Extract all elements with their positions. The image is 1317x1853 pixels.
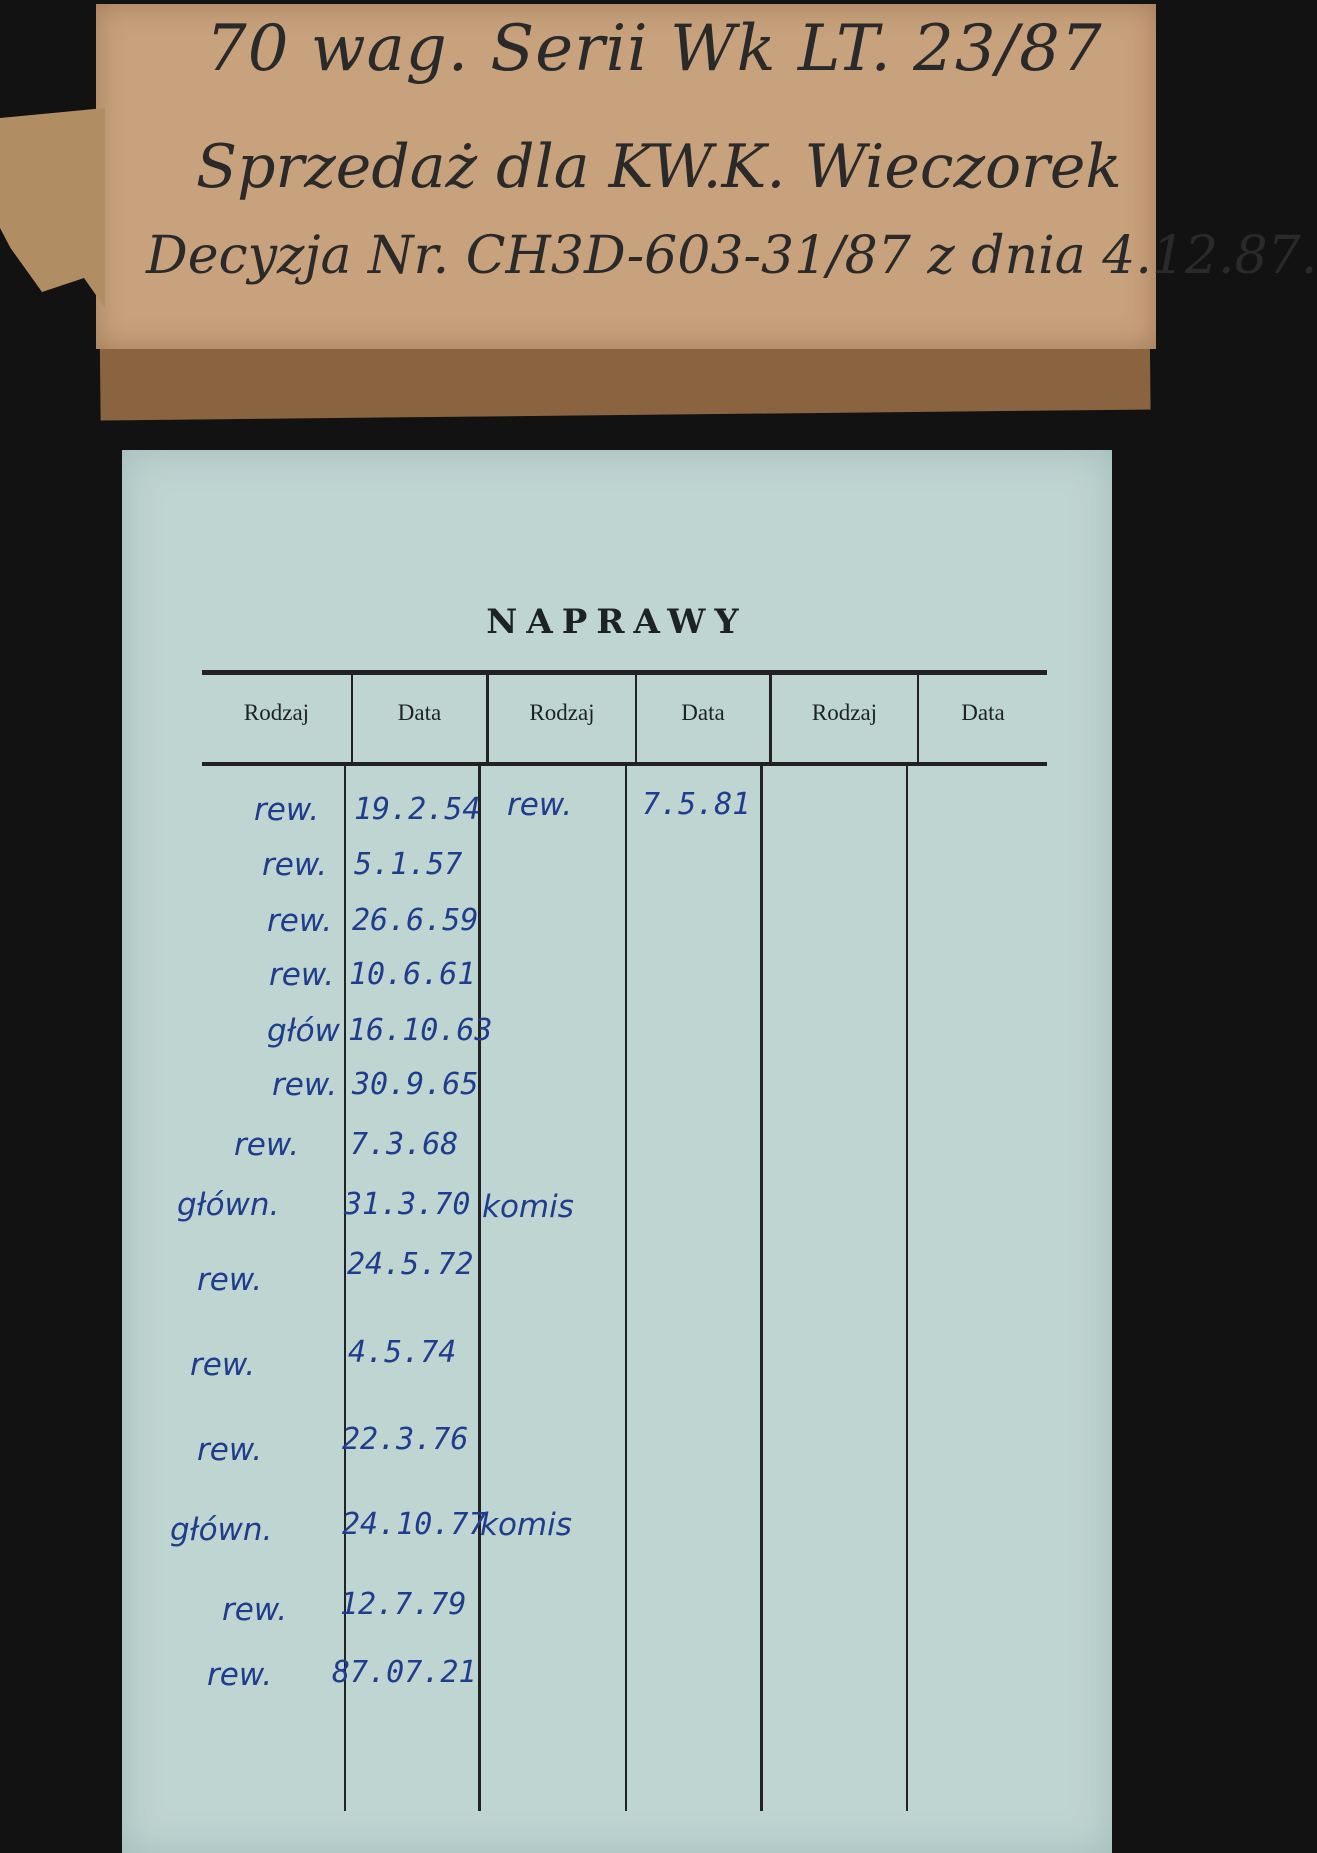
body-divider-4	[760, 766, 763, 1811]
entry-data: 26.6.59	[352, 903, 479, 938]
label-line-1: 70 wag. Serii Wk LT. 23/87	[206, 12, 1103, 86]
body-divider-3	[625, 766, 627, 1811]
body-divider-5	[906, 766, 908, 1811]
card-title: NAPRAWY	[486, 602, 748, 642]
entry-rodzaj-col2: rew.	[507, 787, 573, 823]
entry-data: 31.3.70	[344, 1187, 471, 1222]
entry-data: 87.07.21	[332, 1655, 477, 1690]
entry-rodzaj: rew.	[207, 1657, 273, 1693]
entry-rodzaj: rew.	[222, 1592, 288, 1628]
entry-rodzaj: rew.	[262, 847, 328, 883]
col-header-data-2: Data	[681, 700, 725, 725]
entry-data: 12.7.79	[340, 1587, 467, 1622]
handwritten-label	[96, 4, 1317, 349]
entry-rodzaj: rew.	[272, 1067, 338, 1103]
entry-data: 4.5.74	[348, 1335, 457, 1370]
entry-rodzaj: główn.	[170, 1512, 273, 1548]
col-header-rodzaj-2: Rodzaj	[529, 700, 595, 725]
entry-data: 24.5.72	[347, 1247, 474, 1282]
entry-data: 16.10.63	[348, 1013, 493, 1048]
entry-data: 24.10.77	[342, 1507, 487, 1542]
col-header-rodzaj-3: Rodzaj	[811, 700, 878, 725]
repair-card	[122, 450, 1112, 1853]
col-header-data-3: Data	[961, 700, 1005, 725]
entry-rodzaj-col2: komis	[482, 1189, 574, 1225]
entry-data: 30.9.65	[352, 1067, 479, 1102]
entry-rodzaj: rew.	[267, 903, 333, 939]
col-header-rodzaj-1: Rodzaj	[243, 700, 310, 725]
body-divider-2	[478, 766, 481, 1811]
label-line-3: Decyzja Nr. CH3D-603-31/87 z dnia 4.12.87.	[146, 226, 1317, 286]
entry-data: 7.3.68	[350, 1127, 459, 1162]
entry-data: 5.1.57	[354, 847, 463, 882]
entry-data: 10.6.61	[349, 957, 476, 992]
entry-rodzaj: rew.	[254, 792, 320, 828]
entry-data: 22.3.76	[342, 1422, 469, 1457]
entry-rodzaj: rew.	[197, 1262, 263, 1298]
entry-rodzaj: rew.	[234, 1127, 300, 1163]
entry-rodzaj: rew.	[197, 1432, 263, 1468]
label-line-2: Sprzedaż dla KW.K. Wieczorek	[196, 132, 1122, 202]
entry-rodzaj: głów	[267, 1013, 340, 1049]
entry-rodzaj: rew.	[269, 957, 335, 993]
torn-label-edge	[0, 108, 105, 308]
table-top-rule	[202, 670, 1047, 675]
entry-rodzaj: główn.	[177, 1187, 280, 1223]
entry-rodzaj-col2: komis	[480, 1507, 572, 1543]
entry-data: 19.2.54	[354, 792, 481, 827]
entry-data-col2: 7.5.81	[642, 787, 751, 822]
entry-rodzaj: rew.	[190, 1347, 256, 1383]
col-header-data-1: Data	[397, 700, 442, 725]
